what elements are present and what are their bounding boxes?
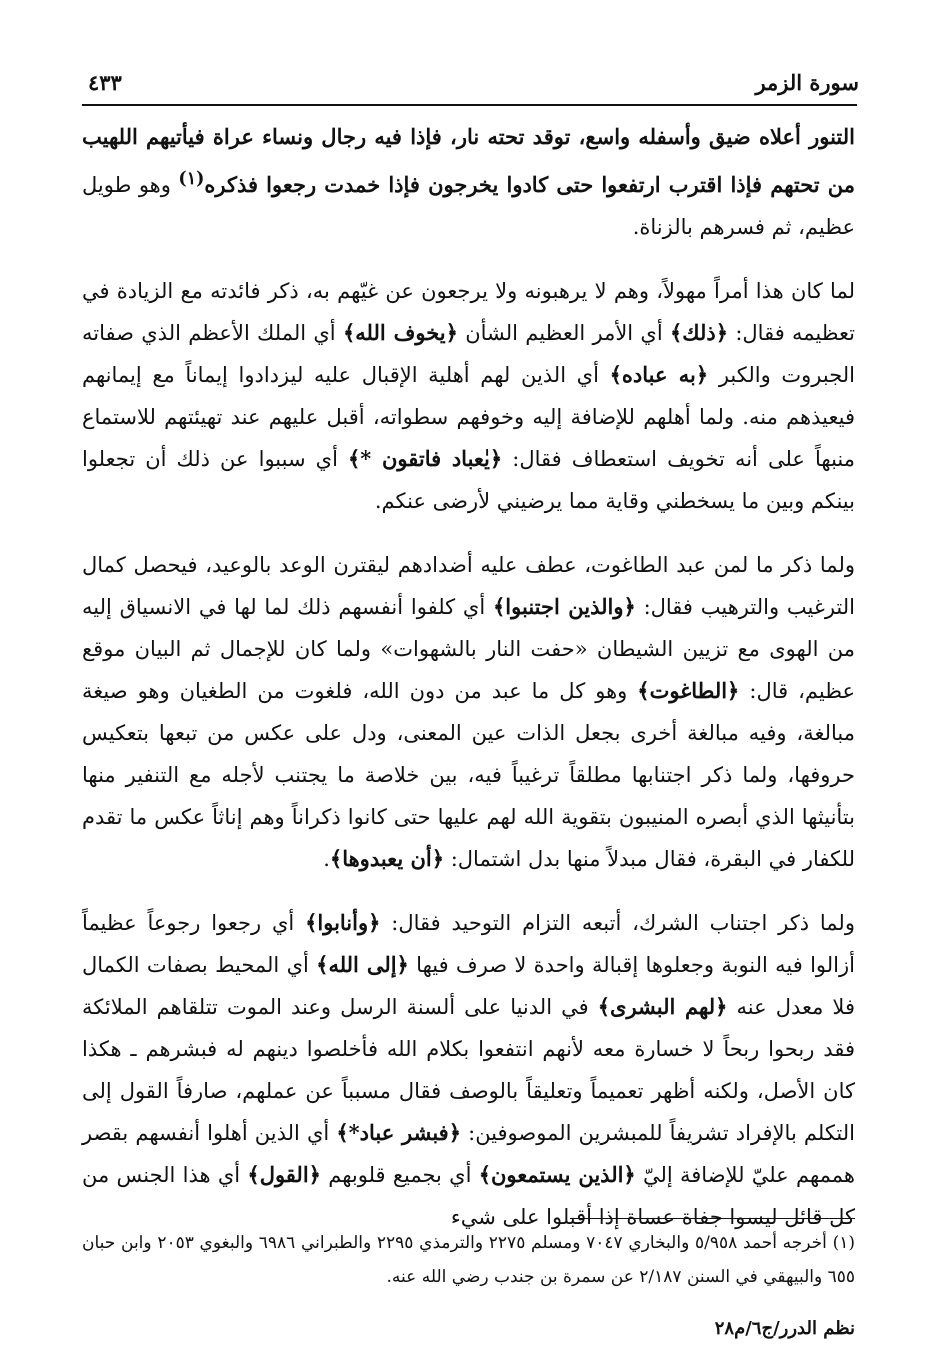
page-header [70,62,869,102]
text-run: أي سببوا عن ذلك أن تجعلوا بينكم وبين ما يسخطني وقاية مما يرضيني لأرضى عنكم. [82,447,855,513]
quran-quote: ﴿لهم البشرى﴾ [597,994,728,1019]
paragraph-4 [82,902,855,1238]
text-run: أي الذين لهم أهلية الإقبال عليه ليزدادوا إيماناً مع إيمانهم فيعيذهم منه. ولما أهلهم للإضافة إليه وخوفهم سطواته، أقبل عليهم عند تهيئتهم للاستماع منبهاً على أنه تخويف استعطاف فقال: [82,363,855,471]
text-run: أي كلفوا أنفسهم ذلك لما لها في الانسياق إليه من الهوى مع تزيين الشيطان «حفت النار بالشهوات» ولما كان للإجمال ثم البيان موقع عظيم، قال: [82,595,856,703]
surah-title: سورة الزمر [755,70,859,95]
paragraph-1 [82,116,855,248]
text-run: أي بجميع قلوبهم [320,1163,479,1187]
quran-quote: ﴿به عباده﴾ [609,362,709,387]
text-run: في الدنيا على ألسنة الرسل وعند الموت تتلقاهم الملائكة فقد ربحوا ربحاً لا خسارة معه لأنهم انتفعوا بكلام الله فأخلصوا دينهم له فبشرهم ـ هكذا كان الأصل، ولكنه أظهر تعميماً وتعليقاً بالوصف فقال مسبباً عن عملهم، صارفاً القول إلى التكلم بالإفراد تشريفاً للمبشرين الموصوفين: [82,995,855,1145]
quran-quote: ﴿وأنابوا﴾ [305,910,381,935]
paragraph-3 [82,544,855,880]
quran-quote: ﴿والذين اجتنبوا﴾ [493,594,636,619]
quran-quote: ﴿إلى الله﴾ [316,952,409,977]
footnote: (١) أخرجه أحمد ٥/٩٥٨ والبخاري ٧٠٤٧ ومسلم ٢٢٧٥ والترمذي ٢٢٩٥ والطبراني ٦٩٨٦ والبغوي ٢٠٥٣ وابن حبان ٦٥٥ والبيهقي في السنن ٢/١٨٧ عن سمرة بن جندب رضي الله عنه. [82,1233,855,1287]
quran-quote: ﴿القول﴾ [247,1162,321,1187]
text-run: ولما ذكر ما لمن عبد الطاغوت، عطف عليه أضدادهم ليقترن الوعد بالوعيد، فيحصل كمال الترغيب والترهيب فقال: [82,553,855,619]
text-run: ولما ذكر اجتناب الشرك، أتبعه التزام التوحيد فقال: [380,911,855,935]
page-footer-signature: نظم الدرر/ج٦/م٢٨ [714,1318,855,1339]
text-run: أي المحيط بصفات الكمال فلا معدل عنه [82,953,855,1019]
footnote-rule [570,1218,855,1219]
text-run: لما كان هذا أمراً مهولاً، وهم لا يرهبونه ولا يرجعون عن غيّهم به، ذكر فائدته مع الزيادة في تعظيمه فقال: [82,279,855,345]
text-run: أي الملك الأعظم الذي صفاته الجبروت والكبر [82,321,855,387]
text-run: وهو كل ما عبد من دون الله، فلغوت من الطغيان وهو صيغة مبالغة، وفيه مبالغة أخرى بجعل الذات عين المعنى، ودل على عكس من تبعها بتعكيس حروفها، ولما ذكر اجتنابها مطلقاً ترغيباً فيه، بين خلاصة ما يجتنب لأجله مع التنفير منها بتأنيثها الذي أبصره المنيبون بتقوية الله لهم عليها حتى كانوا ذكراناً وهم إناثاً عكس ما تقدم للكفار في البقرة، فقال مبدلاً منها بدل اشتمال: [82,679,855,871]
text-run: أي الذين أهلوا أنفسهم بقصر هممهم عليّ للإضافة إليّ [82,1121,855,1187]
quran-quote: ﴿يٰعباد فاتقون *﴾ [347,446,503,471]
quran-quote: ﴿يخوف الله﴾ [342,320,458,345]
quran-quote: ﴿أن يعبدوها﴾ [329,846,445,871]
text-run: . [323,847,330,871]
quran-quote: ﴿فبشر عباد*﴾ [336,1120,462,1145]
text-run: وهو طويل عظيم، ثم فسرهم بالزناة. [82,173,855,239]
paragraph-2 [82,270,855,522]
text-run: أي الأمر العظيم الشأن [457,321,670,345]
text-run: أي هذا الجنس من كل قائل ليسوا جفاة عساة إذا أقبلوا على شيء [82,1163,855,1229]
text-run: أي رجعوا رجوعاً عظيماً أزالوا فيه النوبة وجعلوها إقبالة واحدة لا صرف فيها [82,911,855,977]
quran-quote: ﴿الذين يستمعون﴾ [478,1162,636,1187]
page-number: ٤٣٣ [88,70,122,95]
main-text [82,116,855,1260]
quran-quote: ﴿الطاغوت﴾ [637,678,740,703]
footnote-marker: (١) [178,169,205,189]
quran-quote: ﴿ذلك﴾ [670,320,729,345]
text-run: التنور أعلاه ضيق وأسفله واسع، توقد تحته نار، فإذا فيه رجال ونساء عراة فيأتيهم اللهيب من تحتهم فإذا اقترب ارتفعوا حتى كادوا يخرجون فإذا خمدت رجعوا فذكره [82,124,855,197]
header-rule [82,104,857,106]
